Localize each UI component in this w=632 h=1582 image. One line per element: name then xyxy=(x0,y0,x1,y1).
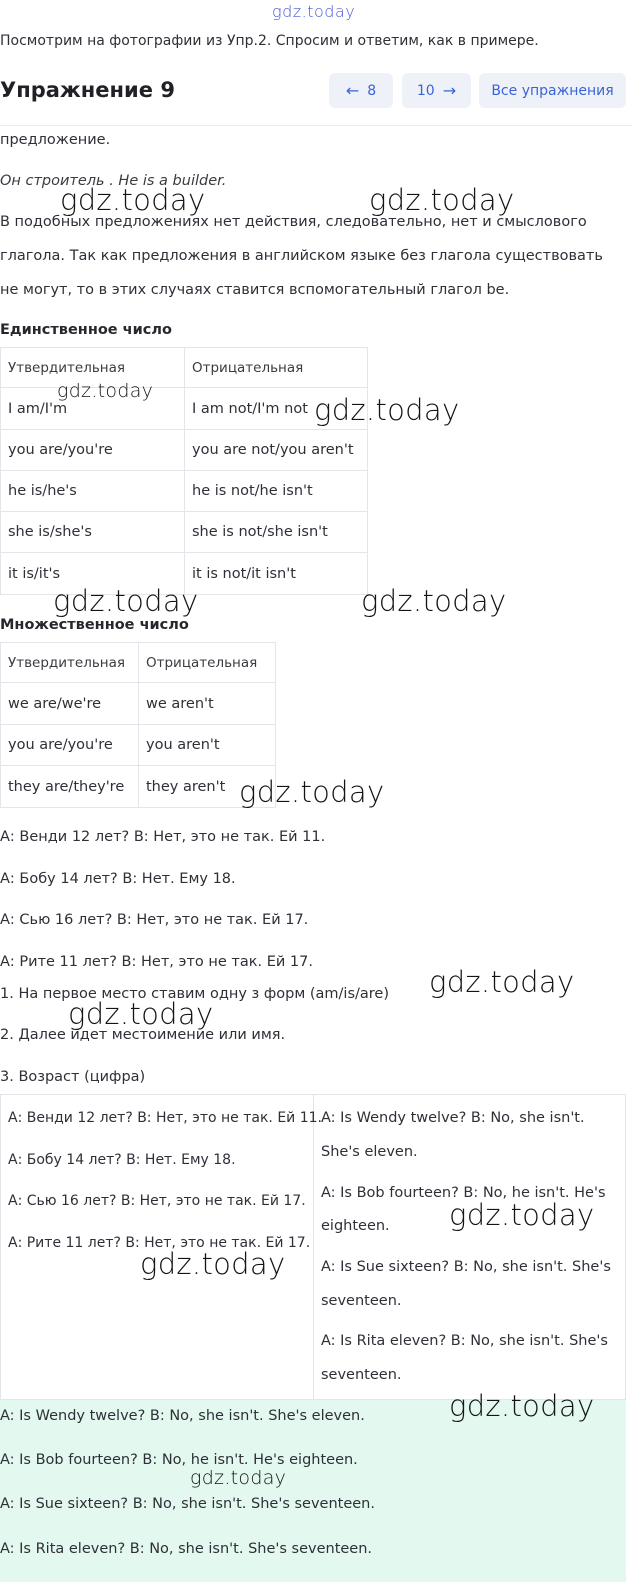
arrow-right-icon: → xyxy=(442,81,457,100)
prev-exercise-label: 8 xyxy=(367,82,377,99)
table-cell: she is/she's xyxy=(1,512,185,553)
comparison-right-line: seventeen. xyxy=(321,1293,402,1309)
plural-heading: Множественное число xyxy=(0,617,189,633)
table-cell: she is not/she isn't xyxy=(185,512,368,553)
example-sentence: Он строитель . He is a builder. xyxy=(0,173,227,189)
watermark: gdz.today xyxy=(361,584,507,618)
paragraph-line: В подобных предложениях нет действия, следовательно, нет и смыслового xyxy=(0,214,587,230)
column-header: Отрицательная xyxy=(139,643,276,683)
rule-line: 1. На первое место ставим одну з форм (am/is/are) xyxy=(0,986,390,1002)
watermark: gdz.today xyxy=(53,584,199,618)
watermark: gdz.today xyxy=(68,997,214,1031)
task-intro: Посмотрим на фотографии из Упр.2. Спросим и ответим, как в примере. xyxy=(0,33,539,49)
answer-line: A: Is Bob fourteen? B: No, he isn't. He's eighteen. xyxy=(0,1452,358,1468)
watermark: gdz.today xyxy=(449,1198,595,1232)
all-exercises-button[interactable] xyxy=(479,73,626,108)
watermark: gdz.today xyxy=(239,775,385,809)
table-row xyxy=(1,471,368,512)
watermark: gdz.today xyxy=(449,1389,595,1423)
table-cell: it is/it's xyxy=(1,553,185,595)
table-cell: you are/you're xyxy=(1,430,185,471)
rule-line: 2. Далее идет местоимение или имя. xyxy=(0,1027,286,1043)
watermark: gdz.today xyxy=(60,183,206,217)
table-header-row xyxy=(1,348,368,388)
prev-exercise-button[interactable] xyxy=(329,73,393,108)
comparison-left-line: А: Сью 16 лет? В: Нет, это не так. Ей 17. xyxy=(8,1193,306,1209)
comparison-right-line: A: Is Sue sixteen? B: No, she isn't. She's xyxy=(321,1259,611,1275)
watermark: gdz.today xyxy=(369,183,515,217)
plural-table xyxy=(0,642,276,808)
all-exercises-label: Все упражнения xyxy=(491,82,614,99)
table-cell: you are/you're xyxy=(1,725,139,766)
dialogue-line: А: Рите 11 лет? В: Нет, это не так. Ей 17. xyxy=(0,954,313,970)
page-title: Упражнение 9 xyxy=(0,78,175,102)
singular-heading: Единственное число xyxy=(0,322,172,338)
comparison-right-line: seventeen. xyxy=(321,1367,402,1383)
column-header: Отрицательная xyxy=(185,348,368,388)
dialogue-line: А: Бобу 14 лет? В: Нет. Ему 18. xyxy=(0,871,236,887)
answer-block xyxy=(0,1400,626,1582)
column-header: Утвердительная xyxy=(1,348,185,388)
comparison-table xyxy=(0,1094,626,1400)
table-cell: it is not/it isn't xyxy=(185,553,368,595)
next-exercise-label: 10 xyxy=(416,82,435,99)
column-header: Утвердительная xyxy=(1,643,139,683)
comparison-right-line: A: Is Rita eleven? B: No, she isn't. She's xyxy=(321,1333,608,1349)
table-cell: you are not/you aren't xyxy=(185,430,368,471)
table-cell: they aren't xyxy=(139,766,276,808)
watermark-top: gdz.today xyxy=(272,2,356,21)
comparison-right-line: eighteen. xyxy=(321,1218,390,1234)
table-cell: you aren't xyxy=(139,725,276,766)
comparison-left-line: А: Бобу 14 лет? В: Нет. Ему 18. xyxy=(8,1152,236,1168)
table-cell: he is not/he isn't xyxy=(185,471,368,512)
singular-table xyxy=(0,347,368,595)
comparison-right-line: A: Is Bob fourteen? B: No, he isn't. He's xyxy=(321,1185,606,1201)
table-cell: they are/they're xyxy=(1,766,139,808)
watermark: gdz.today xyxy=(190,1467,287,1489)
dialogue-line: А: Сью 16 лет? В: Нет, это не так. Ей 17. xyxy=(0,912,309,928)
table-cell: I am not/I'm not xyxy=(185,388,368,430)
table-row xyxy=(1,512,368,553)
table-row xyxy=(1,430,368,471)
table-row xyxy=(1,766,276,808)
table-cell: we are/we're xyxy=(1,683,139,725)
table-row xyxy=(1,725,276,766)
watermark: gdz.today xyxy=(429,965,575,999)
comparison-left-line: А: Венди 12 лет? В: Нет, это не так. Ей 11. xyxy=(8,1110,322,1126)
paragraph-line: не могут, то в этих случаях ставится вспомогательный глагол be. xyxy=(0,282,510,298)
next-exercise-button[interactable] xyxy=(402,73,471,108)
table-row xyxy=(1,553,368,595)
answer-line: A: Is Wendy twelve? B: No, she isn't. She's eleven. xyxy=(0,1408,365,1424)
arrow-left-icon: ← xyxy=(345,81,360,100)
table-row xyxy=(1,388,368,430)
text-line: предложение. xyxy=(0,132,111,148)
comparison-left-line: А: Рите 11 лет? В: Нет, это не так. Ей 17. xyxy=(8,1235,311,1251)
table-cell: I am/I'm xyxy=(1,388,185,430)
answer-line: A: Is Sue sixteen? B: No, she isn't. She's seventeen. xyxy=(0,1496,375,1512)
answer-line: A: Is Rita eleven? B: No, she isn't. She's seventeen. xyxy=(0,1541,373,1557)
table-header-row xyxy=(1,643,276,683)
column-divider xyxy=(313,1095,314,1399)
table-cell: he is/he's xyxy=(1,471,185,512)
table-row xyxy=(1,683,276,725)
watermark: gdz.today xyxy=(57,380,154,402)
rule-line: 3. Возраст (цифра) xyxy=(0,1069,146,1085)
comparison-right-line: She's eleven. xyxy=(321,1144,418,1160)
paragraph-line: глагола. Так как предложения в английском языке без глагола существовать xyxy=(0,248,603,264)
dialogue-line: А: Венди 12 лет? В: Нет, это не так. Ей 11. xyxy=(0,829,326,845)
header-divider xyxy=(0,125,632,126)
watermark: gdz.today xyxy=(140,1247,286,1281)
watermark: gdz.today xyxy=(314,393,460,427)
table-cell: we aren't xyxy=(139,683,276,725)
comparison-right-line: A: Is Wendy twelve? B: No, she isn't. xyxy=(321,1110,585,1126)
